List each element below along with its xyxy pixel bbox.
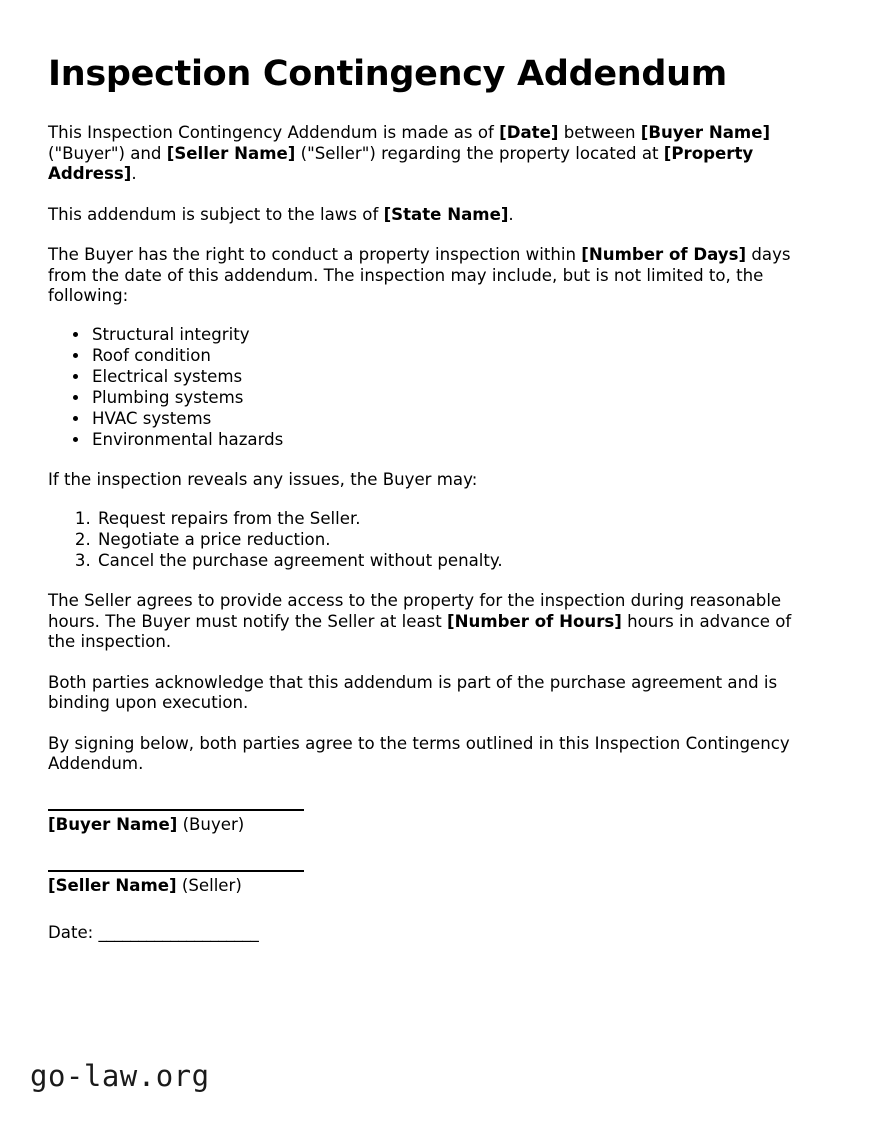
- governing-law-text-2: .: [508, 204, 514, 224]
- intro-text-2: between: [558, 123, 641, 143]
- placeholder-number-of-days: [Number of Days]: [581, 245, 747, 265]
- list-item: • Electrical systems: [90, 367, 810, 388]
- date-field-row: [48, 923, 810, 944]
- list-item: • Structural integrity: [90, 325, 810, 346]
- signature-block: [48, 809, 810, 944]
- date-label: Date:: [48, 922, 99, 942]
- list-item: 1. Request repairs from the Seller.: [96, 509, 810, 530]
- intro-text-3: ("Buyer") and: [48, 143, 167, 163]
- placeholder-buyer-name: [Buyer Name]: [640, 123, 771, 143]
- paragraph-inspection-right: [48, 245, 810, 307]
- list-item: • HVAC systems: [90, 409, 810, 430]
- list-item: • Environmental hazards: [90, 430, 810, 451]
- access-text-2: hours in advance of the inspection.: [48, 611, 792, 652]
- paragraph-signing-intro: By signing below, both parties agree to the terms outlined in this Inspection Contingency Addendum.: [48, 733, 790, 774]
- placeholder-property-address: [Property Address]: [48, 143, 754, 184]
- signature-entry-seller: [48, 870, 810, 897]
- intro-text-4: ("Seller") regarding the property located at: [295, 143, 664, 163]
- intro-text-1: This Inspection Contingency Addendum is made as of: [48, 123, 500, 143]
- paragraph-intro: [48, 123, 810, 185]
- paragraph-governing-law: [48, 205, 810, 226]
- inspection-right-text-1: The Buyer has the right to conduct a property inspection within: [48, 245, 582, 265]
- paragraph-binding: Both parties acknowledge that this addendum is part of the purchase agreement and is binding upon execution.: [48, 672, 778, 713]
- signature-entry-buyer: [48, 809, 810, 836]
- placeholder-state-name: [State Name]: [383, 204, 509, 224]
- seller-signature-label: [48, 876, 810, 897]
- buyer-signature-line[interactable]: [48, 809, 304, 811]
- paragraph-access: [48, 591, 810, 653]
- inspection-items-list: [48, 325, 810, 451]
- seller-role-text: (Seller): [176, 876, 242, 896]
- paragraph-remedies-intro: If the inspection reveals any issues, the Buyer may:: [48, 470, 478, 490]
- placeholder-seller-name-signature: [Seller Name]: [48, 876, 177, 896]
- date-blank-line[interactable]: ____________________: [98, 922, 259, 942]
- list-item: • Plumbing systems: [90, 388, 810, 409]
- intro-text-5: .: [131, 164, 137, 184]
- placeholder-seller-name: [Seller Name]: [166, 143, 296, 163]
- governing-law-text-1: This addendum is subject to the laws of: [48, 204, 384, 224]
- placeholder-buyer-name-signature: [Buyer Name]: [48, 814, 178, 834]
- list-item: 2. Negotiate a price reduction.: [96, 530, 810, 551]
- buyer-signature-label: [48, 815, 810, 836]
- list-item: 3. Cancel the purchase agreement without penalty.: [96, 551, 810, 572]
- page-title: Inspection Contingency Addendum: [48, 54, 727, 94]
- access-text-1: The Seller agrees to provide access to the property for the inspection during reasonable hours. The Buyer must notify the Seller at least: [48, 591, 782, 631]
- seller-signature-line[interactable]: [48, 870, 304, 872]
- buyer-role-text: (Buyer): [177, 814, 245, 834]
- list-item: • Roof condition: [90, 346, 810, 367]
- placeholder-date: [Date]: [499, 123, 559, 143]
- inspection-right-text-2: days from the date of this addendum. The inspection may include, but is not limited to, the following:: [48, 245, 791, 306]
- remedies-list: [48, 509, 810, 572]
- footer-brand: go-law.org: [30, 1059, 210, 1093]
- placeholder-number-of-hours: [Number of Hours]: [447, 611, 622, 631]
- document-body: [48, 54, 810, 943]
